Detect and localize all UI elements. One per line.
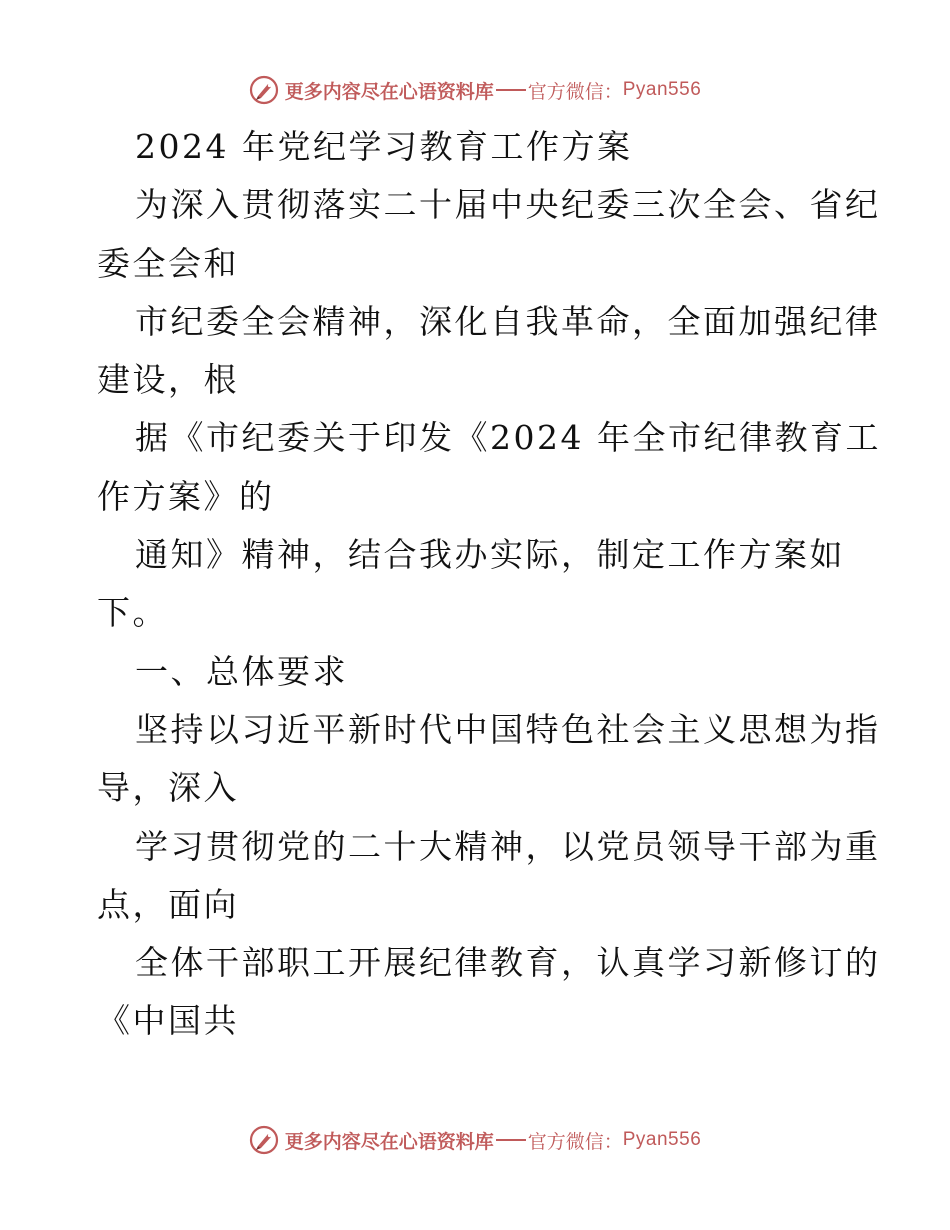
pen-nib-logo-icon [249,1125,279,1155]
document-line: 导，深入 [97,768,239,808]
header-wechat-id: Pyan556 [622,79,702,100]
footer-wechat-id: Pyan556 [622,1129,702,1150]
header-wechat-label: 官方微信： [527,80,623,103]
document-body [97,118,881,1051]
footer-wechat-label: 官方微信： [527,1130,623,1153]
document-line: 据《市纪委关于印发《2024 年全市纪律教育工 [135,418,881,458]
footer-banner-title: 更多内容尽在心语资料库 [284,1130,494,1153]
document-line: 《中国共 [97,1001,239,1041]
footer-banner-text [285,1127,702,1154]
document-line: 下。 [97,593,168,633]
document-line: 点，面向 [97,884,239,924]
document-line: 委全会和 [97,243,239,283]
footer-banner [0,1120,950,1160]
document-line: 市纪委全会精神，深化自我革命，全面加强纪律 [135,301,881,341]
document-line: 全体干部职工开展纪律教育，认真学习新修订的 [135,943,881,983]
document-line: 学习贯彻党的二十大精神，以党员领导干部为重 [135,826,881,866]
header-banner [0,70,950,110]
pen-nib-logo-icon [249,75,279,105]
header-banner-title: 更多内容尽在心语资料库 [284,80,494,103]
header-banner-dash [496,89,526,91]
header-banner-text [285,77,702,104]
document-line: 作方案》的 [97,476,275,516]
document-line: 通知》精神，结合我办实际，制定工作方案如 [135,535,845,575]
document-line: 一、总体要求 [135,651,348,691]
document-line: 建设，根 [97,360,239,400]
document-line: 坚持以习近平新时代中国特色社会主义思想为指 [135,709,881,749]
document-line: 2024 年党纪学习教育工作方案 [135,127,633,166]
footer-banner-dash [496,1139,526,1141]
document-line: 为深入贯彻落实二十届中央纪委三次全会、省纪 [135,185,881,225]
